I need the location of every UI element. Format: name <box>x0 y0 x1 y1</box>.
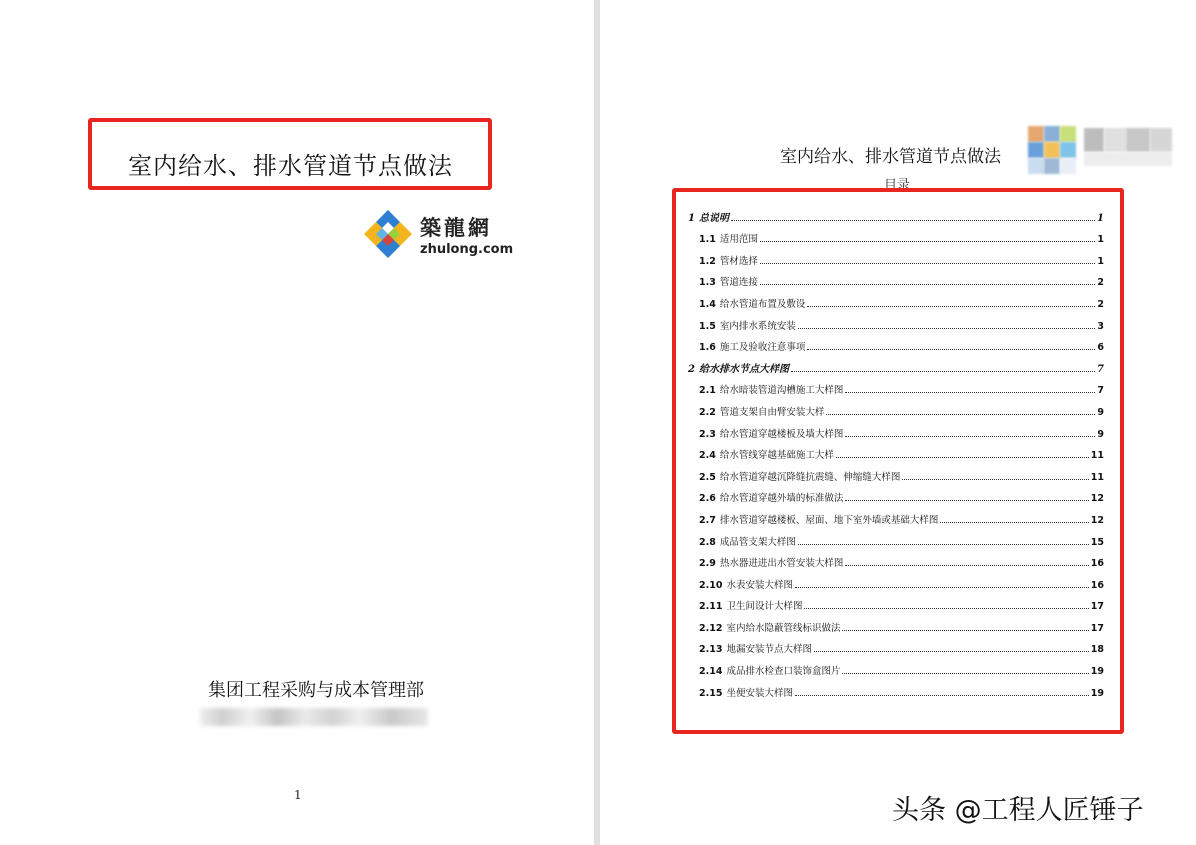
toc-entry[interactable] <box>688 483 1104 505</box>
toc-entry[interactable] <box>688 224 1104 246</box>
page-number: 1 <box>294 788 302 802</box>
toc-dot-leader <box>760 283 1096 285</box>
toc-entry-number: 2.2 <box>699 406 716 418</box>
toc-entry-title: 地漏安装节点大样图 <box>726 644 812 656</box>
toc-entry-page: 6 <box>1097 342 1104 354</box>
toc-entry-number: 2.7 <box>699 514 716 526</box>
toc-entry-page: 18 <box>1090 644 1104 656</box>
toc-entry-page: 19 <box>1090 687 1104 699</box>
toc-entry-page: 1 <box>1097 255 1104 267</box>
toc-entry-title: 给水排水节点大样图 <box>698 363 789 375</box>
toc-entry-number: 2.10 <box>699 579 723 591</box>
toc-entry-title: 水表安装大样图 <box>726 579 793 591</box>
toc-entry-page: 1 <box>1097 212 1104 224</box>
cover-page <box>0 0 594 845</box>
toc-entry-page: 12 <box>1090 493 1104 505</box>
toc-entry-title: 管道连接 <box>719 277 758 289</box>
toc-entry[interactable] <box>688 548 1104 570</box>
toc-dot-leader <box>804 607 1088 609</box>
toc-entry-title: 热水器进进出水管安装大样图 <box>719 558 844 570</box>
toc-dot-leader <box>826 413 1095 415</box>
toc-entry[interactable] <box>688 677 1104 699</box>
toc-dot-leader <box>842 629 1088 631</box>
toc-entry-page: 19 <box>1090 666 1104 678</box>
toc-entry-number: 2.4 <box>699 450 716 462</box>
toc-entry[interactable] <box>688 288 1104 310</box>
toc-dot-leader <box>791 370 1095 372</box>
toc-entry-title: 总说明 <box>698 212 729 224</box>
toc-entry-number: 2.13 <box>699 644 723 656</box>
toc-entry-title: 给水管线穿越基础施工大样 <box>719 450 834 462</box>
toc-entry[interactable] <box>688 418 1104 440</box>
toc-entry-title: 成品管支架大样图 <box>719 536 796 548</box>
toc-entry-number: 2.14 <box>699 666 723 678</box>
toc-entry[interactable] <box>688 591 1104 613</box>
toc-entry-page: 9 <box>1097 406 1104 418</box>
toc-entry-page: 1 <box>1097 234 1104 246</box>
toc-dot-leader <box>845 391 1095 393</box>
toc-entry-title: 给水管道穿越楼板及墙大样图 <box>719 428 844 440</box>
toc-entry[interactable] <box>688 461 1104 483</box>
toc-entry-number: 2.15 <box>699 687 723 699</box>
toc-entry-number: 1.3 <box>699 277 716 289</box>
toc-dot-leader <box>795 586 1089 588</box>
toc-entry[interactable] <box>688 353 1104 375</box>
toc-entry-number: 2.9 <box>699 558 716 570</box>
toc-dot-leader <box>814 650 1089 652</box>
toc-entry[interactable] <box>688 526 1104 548</box>
toc-entry-number: 1.5 <box>699 320 716 332</box>
toc-entry-number: 1.6 <box>699 342 716 354</box>
toc-entry-number: 1.4 <box>699 298 716 310</box>
toc-entry[interactable] <box>688 396 1104 418</box>
toc-entry-title: 室内给水隐蔽管线标识做法 <box>726 622 841 634</box>
toc-entry-title: 给水管道穿越外墙的标准做法 <box>719 493 844 505</box>
toc-entry[interactable] <box>688 245 1104 267</box>
cover-title: 室内给水、排水管道节点做法 <box>128 152 453 180</box>
toc-entry[interactable] <box>688 504 1104 526</box>
toc-heading: 目录 <box>884 178 911 193</box>
toc-entry-number: 2.1 <box>699 385 716 397</box>
logo-chinese-text: 築龍網 <box>420 215 492 240</box>
toc-entry[interactable] <box>688 375 1104 397</box>
toc-dot-leader <box>798 327 1096 329</box>
toc-entry[interactable] <box>688 655 1104 677</box>
toc-entry[interactable] <box>688 440 1104 462</box>
toc-entry-number: 2.8 <box>699 536 716 548</box>
header-title: 室内给水、排水管道节点做法 <box>780 147 1001 167</box>
toc-dot-leader <box>845 435 1095 437</box>
toc-entry-page: 9 <box>1097 428 1104 440</box>
toc-dot-leader <box>836 456 1089 458</box>
toc-entry[interactable] <box>688 310 1104 332</box>
watermark-text: 头条 @工程人匠锤子 <box>892 795 1144 826</box>
toc-dot-leader <box>760 262 1096 264</box>
toc-entry-number: 1 <box>688 212 695 224</box>
toc-entry-page: 15 <box>1090 536 1104 548</box>
toc-entry-page: 16 <box>1090 579 1104 591</box>
toc-entry-title: 给水管道穿越沉降缝抗震缝、伸缩缝大样图 <box>719 471 901 483</box>
toc-entry[interactable] <box>688 332 1104 354</box>
toc-dot-leader <box>807 305 1095 307</box>
toc-entry-page: 17 <box>1090 601 1104 613</box>
toc-entry-title: 室内排水系统安装 <box>719 320 796 332</box>
toc-entry-number: 2.11 <box>699 601 723 613</box>
toc-dot-leader <box>845 499 1088 501</box>
redacted-mosaic <box>1028 126 1176 176</box>
toc-entry-number: 2 <box>688 363 695 375</box>
toc-entry-page: 7 <box>1097 385 1104 397</box>
redacted-date <box>200 708 428 726</box>
toc-entry-page: 2 <box>1097 277 1104 289</box>
toc-dot-leader <box>731 219 1095 221</box>
toc-entry[interactable] <box>688 612 1104 634</box>
toc-entry[interactable] <box>688 202 1104 224</box>
toc-dot-leader <box>842 672 1088 674</box>
toc-dot-leader <box>807 348 1095 350</box>
toc-entry-number: 2.6 <box>699 493 716 505</box>
toc-dot-leader <box>798 543 1089 545</box>
zhulong-logo <box>362 206 514 264</box>
logo-url-text: zhulong.com <box>420 242 514 257</box>
toc-entry-title: 管材选择 <box>719 255 758 267</box>
toc-dot-leader <box>760 240 1096 242</box>
toc-entry-title: 适用范围 <box>719 234 758 246</box>
toc-entry-page: 11 <box>1090 450 1104 462</box>
toc-entry-number: 2.5 <box>699 471 716 483</box>
toc-entry-number: 1.1 <box>699 234 716 246</box>
toc-entry-title: 施工及验收注意事项 <box>719 342 806 354</box>
toc-entry-page: 7 <box>1097 363 1104 375</box>
toc-dot-leader <box>845 564 1088 566</box>
toc-entry-number: 1.2 <box>699 255 716 267</box>
toc-list <box>688 202 1104 699</box>
toc-dot-leader <box>902 478 1088 480</box>
toc-entry-page: 3 <box>1097 320 1104 332</box>
toc-dot-leader <box>795 694 1089 696</box>
toc-entry-title: 给水管道布置及敷设 <box>719 298 806 310</box>
toc-entry-page: 17 <box>1090 622 1104 634</box>
department-name: 集团工程采购与成本管理部 <box>208 680 424 701</box>
toc-entry-page: 12 <box>1090 514 1104 526</box>
toc-entry-number: 2.12 <box>699 622 723 634</box>
toc-entry-title: 排水管道穿越楼板、屋面、地下室外墙或基础大样图 <box>719 514 939 526</box>
toc-entry[interactable] <box>688 569 1104 591</box>
toc-dot-leader <box>940 521 1088 523</box>
toc-entry-page: 2 <box>1097 298 1104 310</box>
zhulong-logo-icon <box>362 208 414 264</box>
toc-entry[interactable] <box>688 267 1104 289</box>
toc-page <box>600 0 1196 845</box>
toc-entry-page: 11 <box>1090 471 1104 483</box>
toc-entry-page: 16 <box>1090 558 1104 570</box>
toc-entry-title: 卫生间设计大样图 <box>726 601 803 613</box>
toc-entry[interactable] <box>688 634 1104 656</box>
toc-entry-title: 坐便安装大样图 <box>726 687 793 699</box>
toc-entry-title: 管道支架自由臂安装大样 <box>719 406 825 418</box>
toc-entry-number: 2.3 <box>699 428 716 440</box>
toc-entry-title: 成品排水检查口装饰盒图片 <box>726 666 841 678</box>
toc-entry-title: 给水暗装管道沟槽施工大样图 <box>719 385 844 397</box>
